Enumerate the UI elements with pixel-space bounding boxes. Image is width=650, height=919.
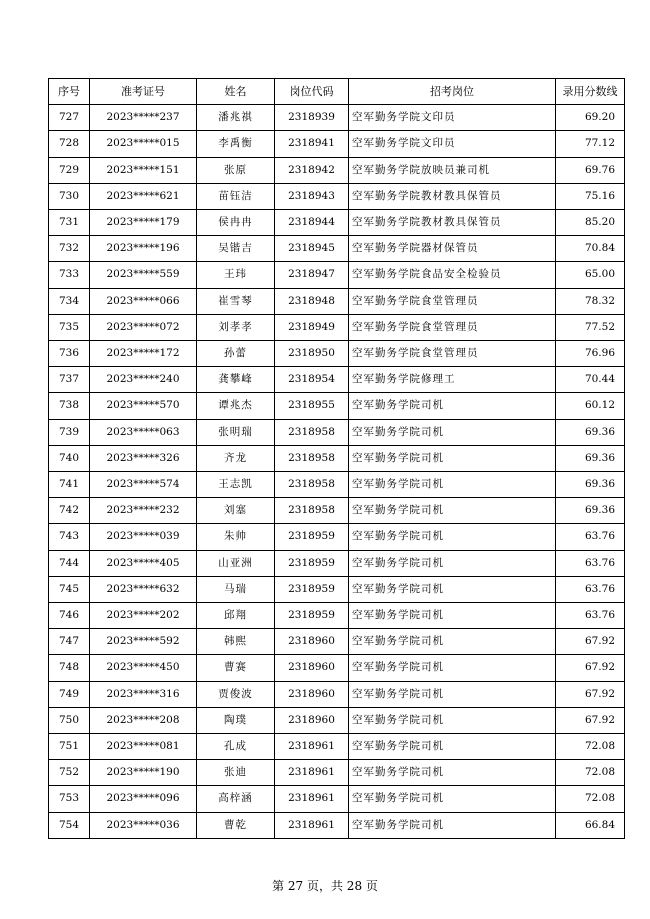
position-cell: 空军勤务学院食堂管理员	[349, 341, 556, 367]
score-line-cell: 63.76	[556, 550, 625, 576]
table-row	[49, 210, 625, 236]
table-row	[49, 812, 625, 838]
exam-number-cell: 2023*****592	[90, 629, 197, 655]
position-cell: 空军勤务学院司机	[349, 734, 556, 760]
position-cell: 空军勤务学院司机	[349, 524, 556, 550]
position-cell: 空军勤务学院司机	[349, 786, 556, 812]
table-row	[49, 498, 625, 524]
serial-number-cell: 742	[49, 498, 90, 524]
exam-number-cell: 2023*****081	[90, 734, 197, 760]
serial-number-cell: 747	[49, 629, 90, 655]
position-cell: 空军勤务学院司机	[349, 419, 556, 445]
name-cell: 山亚洲	[197, 550, 275, 576]
position-cell: 空军勤务学院修理工	[349, 367, 556, 393]
exam-number-cell: 2023*****179	[90, 210, 197, 236]
position-code-cell: 2318960	[275, 681, 349, 707]
table-row	[49, 131, 625, 157]
position-cell: 空军勤务学院司机	[349, 629, 556, 655]
score-line-cell: 69.76	[556, 157, 625, 183]
position-code-cell: 2318943	[275, 183, 349, 209]
table-row	[49, 472, 625, 498]
name-cell: 韩熙	[197, 629, 275, 655]
position-code-cell: 2318961	[275, 812, 349, 838]
score-line-cell: 75.16	[556, 183, 625, 209]
exam-number-cell: 2023*****237	[90, 105, 197, 131]
table-row	[49, 445, 625, 471]
score-line-cell: 69.20	[556, 105, 625, 131]
score-line-cell: 78.32	[556, 288, 625, 314]
position-cell: 空军勤务学院司机	[349, 812, 556, 838]
exam-number-cell: 2023*****559	[90, 262, 197, 288]
position-cell: 空军勤务学院食堂管理员	[349, 288, 556, 314]
serial-number-cell: 737	[49, 367, 90, 393]
serial-number-cell: 750	[49, 707, 90, 733]
score-line-cell: 63.76	[556, 524, 625, 550]
score-line-cell: 60.12	[556, 393, 625, 419]
position-code-cell: 2318959	[275, 576, 349, 602]
score-line-cell: 77.52	[556, 314, 625, 340]
score-line-cell: 70.84	[556, 236, 625, 262]
table-row	[49, 655, 625, 681]
serial-number-cell: 749	[49, 681, 90, 707]
position-cell: 空军勤务学院教材教具保管员	[349, 183, 556, 209]
name-cell: 王志凯	[197, 472, 275, 498]
position-code-cell: 2318941	[275, 131, 349, 157]
name-cell: 朱帅	[197, 524, 275, 550]
table-row	[49, 262, 625, 288]
score-line-cell: 67.92	[556, 681, 625, 707]
position-cell: 空军勤务学院文印员	[349, 105, 556, 131]
name-cell: 谭兆杰	[197, 393, 275, 419]
score-line-cell: 69.36	[556, 472, 625, 498]
position-cell: 空军勤务学院司机	[349, 655, 556, 681]
header-serial-number: 序号	[49, 79, 90, 105]
position-cell: 空军勤务学院食品安全检验员	[349, 262, 556, 288]
score-line-cell: 85.20	[556, 210, 625, 236]
serial-number-cell: 734	[49, 288, 90, 314]
score-line-cell: 67.92	[556, 629, 625, 655]
position-code-cell: 2318960	[275, 655, 349, 681]
table-row	[49, 419, 625, 445]
position-code-cell: 2318947	[275, 262, 349, 288]
position-code-cell: 2318959	[275, 524, 349, 550]
table-row	[49, 183, 625, 209]
exam-number-cell: 2023*****172	[90, 341, 197, 367]
name-cell: 陶璞	[197, 707, 275, 733]
serial-number-cell: 733	[49, 262, 90, 288]
serial-number-cell: 744	[49, 550, 90, 576]
exam-number-cell: 2023*****202	[90, 603, 197, 629]
exam-number-cell: 2023*****196	[90, 236, 197, 262]
serial-number-cell: 729	[49, 157, 90, 183]
admission-score-table-container	[48, 78, 618, 839]
exam-number-cell: 2023*****240	[90, 367, 197, 393]
exam-number-cell: 2023*****015	[90, 131, 197, 157]
page-number-footer: 第 27 页，共 28 页	[272, 879, 378, 893]
position-cell: 空军勤务学院司机	[349, 445, 556, 471]
table-row	[49, 629, 625, 655]
position-code-cell: 2318958	[275, 498, 349, 524]
score-line-cell: 69.36	[556, 445, 625, 471]
table-row	[49, 760, 625, 786]
table-header-row	[49, 79, 625, 105]
table-row	[49, 314, 625, 340]
exam-number-cell: 2023*****190	[90, 760, 197, 786]
name-cell: 侯冉冉	[197, 210, 275, 236]
score-line-cell: 70.44	[556, 367, 625, 393]
position-code-cell: 2318954	[275, 367, 349, 393]
serial-number-cell: 752	[49, 760, 90, 786]
serial-number-cell: 739	[49, 419, 90, 445]
table-row	[49, 734, 625, 760]
exam-number-cell: 2023*****326	[90, 445, 197, 471]
table-row	[49, 157, 625, 183]
table-row	[49, 236, 625, 262]
position-cell: 空军勤务学院文印员	[349, 131, 556, 157]
position-cell: 空军勤务学院司机	[349, 707, 556, 733]
table-row	[49, 707, 625, 733]
exam-number-cell: 2023*****208	[90, 707, 197, 733]
position-code-cell: 2318945	[275, 236, 349, 262]
name-cell: 孔成	[197, 734, 275, 760]
score-line-cell: 63.76	[556, 576, 625, 602]
name-cell: 张迪	[197, 760, 275, 786]
exam-number-cell: 2023*****574	[90, 472, 197, 498]
serial-number-cell: 753	[49, 786, 90, 812]
serial-number-cell: 736	[49, 341, 90, 367]
position-cell: 空军勤务学院器材保管员	[349, 236, 556, 262]
position-code-cell: 2318961	[275, 760, 349, 786]
serial-number-cell: 731	[49, 210, 90, 236]
position-cell: 空军勤务学院司机	[349, 576, 556, 602]
exam-number-cell: 2023*****063	[90, 419, 197, 445]
position-code-cell: 2318950	[275, 341, 349, 367]
serial-number-cell: 730	[49, 183, 90, 209]
position-cell: 空军勤务学院司机	[349, 498, 556, 524]
position-cell: 空军勤务学院教材教具保管员	[349, 210, 556, 236]
score-line-cell: 72.08	[556, 760, 625, 786]
serial-number-cell: 743	[49, 524, 90, 550]
serial-number-cell: 738	[49, 393, 90, 419]
position-code-cell: 2318944	[275, 210, 349, 236]
position-code-cell: 2318955	[275, 393, 349, 419]
score-line-cell: 66.84	[556, 812, 625, 838]
exam-number-cell: 2023*****621	[90, 183, 197, 209]
serial-number-cell: 754	[49, 812, 90, 838]
header-exam-number: 准考证号	[90, 79, 197, 105]
serial-number-cell: 740	[49, 445, 90, 471]
position-cell: 空军勤务学院司机	[349, 681, 556, 707]
table-row	[49, 105, 625, 131]
exam-number-cell: 2023*****405	[90, 550, 197, 576]
position-cell: 空军勤务学院司机	[349, 603, 556, 629]
header-score-line: 录用分数线	[556, 79, 625, 105]
score-line-cell: 77.12	[556, 131, 625, 157]
serial-number-cell: 751	[49, 734, 90, 760]
name-cell: 刘孝孝	[197, 314, 275, 340]
name-cell: 曹赛	[197, 655, 275, 681]
position-code-cell: 2318949	[275, 314, 349, 340]
score-line-cell: 67.92	[556, 655, 625, 681]
serial-number-cell: 748	[49, 655, 90, 681]
admission-score-table	[48, 78, 625, 839]
table-row	[49, 550, 625, 576]
position-code-cell: 2318960	[275, 707, 349, 733]
position-cell: 空军勤务学院司机	[349, 472, 556, 498]
position-code-cell: 2318961	[275, 786, 349, 812]
exam-number-cell: 2023*****072	[90, 314, 197, 340]
exam-number-cell: 2023*****066	[90, 288, 197, 314]
name-cell: 吴锴吉	[197, 236, 275, 262]
score-line-cell: 69.36	[556, 498, 625, 524]
exam-number-cell: 2023*****570	[90, 393, 197, 419]
name-cell: 张明瑞	[197, 419, 275, 445]
position-code-cell: 2318939	[275, 105, 349, 131]
name-cell: 齐龙	[197, 445, 275, 471]
table-row	[49, 524, 625, 550]
table-row	[49, 367, 625, 393]
score-line-cell: 65.00	[556, 262, 625, 288]
serial-number-cell: 735	[49, 314, 90, 340]
name-cell: 刘塞	[197, 498, 275, 524]
table-row	[49, 603, 625, 629]
serial-number-cell: 732	[49, 236, 90, 262]
serial-number-cell: 746	[49, 603, 90, 629]
table-row	[49, 576, 625, 602]
position-code-cell: 2318958	[275, 419, 349, 445]
table-row	[49, 786, 625, 812]
exam-number-cell: 2023*****232	[90, 498, 197, 524]
position-code-cell: 2318959	[275, 603, 349, 629]
score-line-cell: 63.76	[556, 603, 625, 629]
position-code-cell: 2318960	[275, 629, 349, 655]
exam-number-cell: 2023*****316	[90, 681, 197, 707]
header-position: 招考岗位	[349, 79, 556, 105]
position-cell: 空军勤务学院司机	[349, 393, 556, 419]
name-cell: 崔雪琴	[197, 288, 275, 314]
name-cell: 王玮	[197, 262, 275, 288]
name-cell: 马瑞	[197, 576, 275, 602]
header-name: 姓名	[197, 79, 275, 105]
name-cell: 邱翔	[197, 603, 275, 629]
header-position-code: 岗位代码	[275, 79, 349, 105]
exam-number-cell: 2023*****039	[90, 524, 197, 550]
name-cell: 龚攀峰	[197, 367, 275, 393]
serial-number-cell: 745	[49, 576, 90, 602]
position-code-cell: 2318948	[275, 288, 349, 314]
position-cell: 空军勤务学院放映员兼司机	[349, 157, 556, 183]
score-line-cell: 72.08	[556, 786, 625, 812]
name-cell: 张原	[197, 157, 275, 183]
position-code-cell: 2318958	[275, 445, 349, 471]
table-row	[49, 393, 625, 419]
serial-number-cell: 727	[49, 105, 90, 131]
name-cell: 李禹衡	[197, 131, 275, 157]
name-cell: 潘兆祺	[197, 105, 275, 131]
position-cell: 空军勤务学院司机	[349, 760, 556, 786]
exam-number-cell: 2023*****096	[90, 786, 197, 812]
position-cell: 空军勤务学院食堂管理员	[349, 314, 556, 340]
score-line-cell: 67.92	[556, 707, 625, 733]
exam-number-cell: 2023*****632	[90, 576, 197, 602]
table-row	[49, 681, 625, 707]
name-cell: 孙蕾	[197, 341, 275, 367]
exam-number-cell: 2023*****450	[90, 655, 197, 681]
position-code-cell: 2318959	[275, 550, 349, 576]
score-line-cell: 69.36	[556, 419, 625, 445]
table-body	[49, 105, 625, 839]
score-line-cell: 72.08	[556, 734, 625, 760]
position-code-cell: 2318942	[275, 157, 349, 183]
position-cell: 空军勤务学院司机	[349, 550, 556, 576]
name-cell: 苗钰洁	[197, 183, 275, 209]
position-code-cell: 2318958	[275, 472, 349, 498]
table-row	[49, 341, 625, 367]
name-cell: 高梓涵	[197, 786, 275, 812]
exam-number-cell: 2023*****036	[90, 812, 197, 838]
exam-number-cell: 2023*****151	[90, 157, 197, 183]
position-code-cell: 2318961	[275, 734, 349, 760]
name-cell: 曹乾	[197, 812, 275, 838]
serial-number-cell: 728	[49, 131, 90, 157]
score-line-cell: 76.96	[556, 341, 625, 367]
name-cell: 贾俊波	[197, 681, 275, 707]
serial-number-cell: 741	[49, 472, 90, 498]
table-row	[49, 288, 625, 314]
